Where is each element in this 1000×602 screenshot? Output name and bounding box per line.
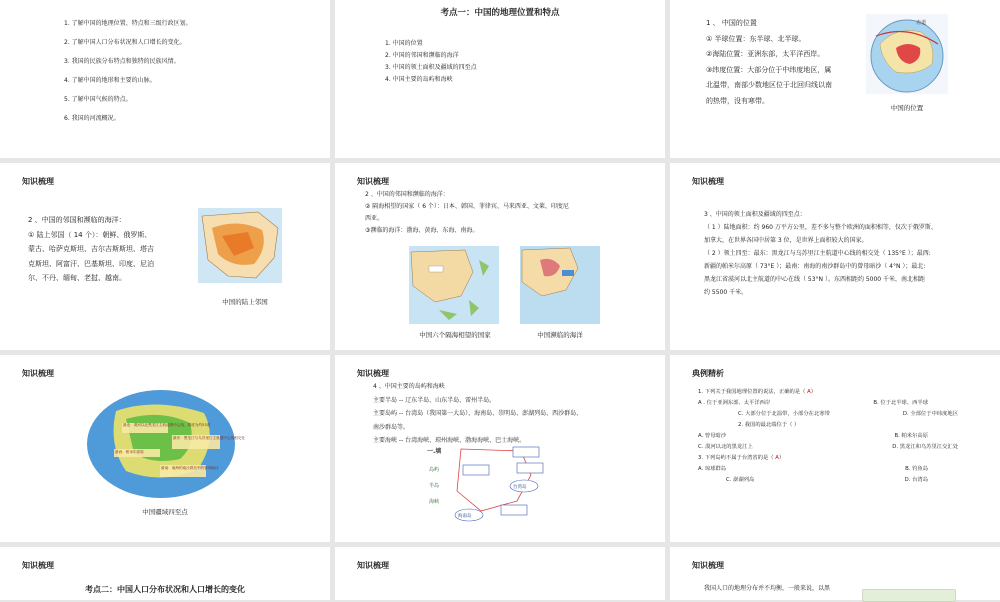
topic-item: 3. 中国的领土面积及疆域的四至点 bbox=[385, 64, 477, 71]
topic-item: 1. 中国的位置 bbox=[385, 40, 423, 47]
text-line: ③濒临的海洋：渤海、黄海、东海、南海。 bbox=[365, 227, 479, 234]
question-3: 3. 下列岛屿不属于台湾省的是（ A） bbox=[698, 455, 785, 461]
text-line: 主要半岛 -- 辽东半岛、山东半岛、雷州半岛。 bbox=[373, 396, 496, 404]
west-point-note: 最西：帕米尔高原 bbox=[115, 450, 144, 454]
slide-header: 知识梳理 bbox=[22, 177, 54, 186]
text-line: ② 隔海相望的国家（ 6 个）：日本、韩国、菲律宾、马来西亚、文莱、印度尼 bbox=[365, 203, 569, 210]
objective-item: 2. 了解中国人口分布状况和人口增长的变化。 bbox=[64, 39, 186, 46]
slide-6-territory-extent[interactable] bbox=[670, 163, 1000, 350]
answer-mark: A bbox=[807, 389, 811, 395]
question-1: 1. 下列关于我国地理位置的说法，正确的是（ A） bbox=[698, 389, 817, 395]
text-line: ① 半球位置：东半球、北半球。 bbox=[706, 34, 806, 43]
text-line: 蒙古、哈萨克斯坦、吉尔吉斯斯坦、塔吉 bbox=[28, 245, 154, 253]
objective-item: 3. 我国的民族分布特点和独特的民族风情。 bbox=[64, 58, 180, 65]
neighbors-text bbox=[28, 213, 154, 286]
islands-label: 岛屿 bbox=[429, 467, 440, 473]
text-line: 的热带，没有寒带。 bbox=[706, 96, 769, 105]
slide-title: 考点二：中国人口分布状况和人口增长的变化 bbox=[85, 585, 245, 594]
text-line: 西亚。 bbox=[365, 215, 384, 222]
slide-header: 知识梳理 bbox=[357, 369, 389, 378]
sea-neighbors-text bbox=[365, 189, 569, 237]
slide-8-islands-straits[interactable] bbox=[335, 355, 665, 542]
equator-label: 赤道 bbox=[916, 20, 927, 26]
slide-3-china-location[interactable] bbox=[670, 0, 1000, 158]
fill-in-label: 一.填 bbox=[427, 448, 442, 455]
text-line: （ 2 ）领土四至：最东：黑龙江与乌苏里江主航道中心线的相交处（ 135°E ）；最西: bbox=[704, 250, 931, 257]
text-line: 1 、 中国的位置 bbox=[706, 19, 757, 27]
north-point-note: 最北：漠河以北黑龙江主航道的中心线，纬度为约53度 bbox=[123, 423, 211, 427]
text-line: （ 1 ）陆地面积：约 960 万平方公里，差不多与整个欧洲的面积相等，仅次于俄罗斯、 bbox=[704, 224, 937, 231]
map-caption: 中国濒临的海洋 bbox=[537, 331, 583, 339]
slide-9-examples[interactable] bbox=[670, 355, 1000, 542]
globe-map-image bbox=[866, 14, 948, 94]
topic-item: 2. 中国的邻国和濒临的海洋 bbox=[385, 52, 459, 59]
text-line: 2 、中国的邻国和濒临的海洋： bbox=[365, 191, 449, 198]
slide-header: 知识梳理 bbox=[22, 369, 54, 378]
slide-header: 知识梳理 bbox=[692, 561, 724, 570]
answer-mark: A bbox=[775, 455, 779, 461]
text-line: 我国人口的地理分布并不均衡，一般来说，以黑 bbox=[704, 585, 831, 592]
option-d: D. 全部位于中纬度地区 bbox=[902, 411, 958, 417]
slide-7-extreme-points[interactable] bbox=[0, 355, 330, 542]
population-map-image bbox=[862, 589, 956, 602]
slide-header: 知识梳理 bbox=[357, 177, 389, 186]
slide-header: 知识梳理 bbox=[357, 561, 389, 570]
option-d: D. 黑龙江和乌苏里江交汇处 bbox=[892, 444, 958, 450]
text-line: 4 、中国主要的岛屿和海峡 bbox=[373, 383, 445, 390]
objective-item: 1. 了解中国的地理位置、特点和三级行政区划。 bbox=[64, 20, 192, 27]
topic-item: 4. 中国主要的岛屿和海峡 bbox=[385, 76, 453, 83]
islands-diagram-image bbox=[421, 445, 561, 531]
option-a: A. 曾母暗沙 bbox=[698, 433, 727, 439]
objective-item: 4. 了解中国的地形和主要的山脉。 bbox=[64, 77, 156, 84]
text-line: 北温带，南部少数地区位于北回归线以南 bbox=[706, 81, 832, 89]
text-line: 2 、中国的邻国和濒临的海洋： bbox=[28, 216, 126, 224]
text-line: 主要海峡 -- 台湾海峡、琼州海峡、渤海海峡、巴士海峡。 bbox=[373, 437, 526, 444]
text-line: ① 陆上邻国（ 14 个）：朝鲜、俄罗斯、 bbox=[28, 230, 152, 239]
option-b: B. 钓鱼岛 bbox=[905, 466, 928, 472]
examples-text bbox=[698, 387, 994, 486]
slide-12-population[interactable] bbox=[670, 547, 1000, 600]
map-caption: 中国的位置 bbox=[890, 104, 924, 112]
hainan-island-label: 海南岛 bbox=[458, 514, 472, 519]
south-point-note: 最南：南海的南沙群岛中的曾母暗沙 bbox=[161, 466, 219, 470]
option-c: C. 大部分位于北温带，小部分在北寒带 bbox=[738, 411, 830, 417]
islands-text bbox=[373, 380, 582, 448]
slide-header: 典例精析 bbox=[692, 369, 724, 378]
slide-4-land-neighbors[interactable] bbox=[0, 163, 330, 350]
extreme-points-map-image bbox=[86, 389, 245, 499]
text-line: 尔、不丹、缅甸、老挝、越南。 bbox=[28, 274, 126, 282]
option-c: C. 澎湖列岛 bbox=[726, 477, 755, 483]
text-line: 黑龙江省漠河以北主航道的中心在线（ 53°N ）。东西相距约 5000 千米，南北相距 bbox=[704, 276, 926, 283]
text-line: ③纬度位置：大部分位于中纬度地区，属 bbox=[706, 65, 832, 74]
text-line: 克斯坦、阿富汗、巴基斯坦、印度、尼泊 bbox=[28, 259, 154, 268]
map-caption: 中国疆域四至点 bbox=[142, 508, 188, 516]
topic-list bbox=[385, 38, 477, 86]
option-b: B. 位于北半球、西半球 bbox=[873, 400, 928, 406]
sea-neighbors-map-image bbox=[409, 246, 499, 324]
question-2: 2. 我国的最北端位于（ ） bbox=[738, 422, 800, 428]
text-line: ②海陆位置：亚洲东部，太平洋西岸。 bbox=[706, 50, 825, 58]
map-caption: 中国六个隔海相望的国家 bbox=[419, 331, 491, 339]
slide-5-sea-neighbors[interactable] bbox=[335, 163, 665, 350]
straits-label: 海峡 bbox=[429, 499, 440, 505]
slide-header: 知识梳理 bbox=[22, 561, 54, 570]
slide-2-topic-one[interactable] bbox=[335, 0, 665, 158]
option-a: A. 琼球群岛 bbox=[698, 466, 727, 472]
text-line: 3 、中国的领土面积及疆域的四至点： bbox=[704, 211, 806, 218]
option-c: C. 漠河以北的黑龙江上 bbox=[698, 444, 753, 450]
option-b: B. 帕米尔高原 bbox=[894, 433, 928, 439]
objectives-list bbox=[64, 14, 192, 128]
slide-header: 知识梳理 bbox=[692, 177, 724, 186]
taiwan-island-label: 台湾岛 bbox=[513, 485, 527, 490]
slide-10-topic-two[interactable] bbox=[0, 547, 330, 600]
slide-11-knowledge[interactable] bbox=[335, 547, 665, 600]
text-line: 加拿大，在世界各国中居第 3 位，是世界上面积较大的国家。 bbox=[704, 237, 868, 244]
territory-text bbox=[704, 208, 994, 299]
map-caption: 中国的陆上邻国 bbox=[222, 298, 268, 306]
slide-title: 考点一：中国的地理位置和特点 bbox=[440, 8, 560, 18]
east-point-note: 最东：黑龙江与乌苏里江主航道中心线相交处 bbox=[173, 436, 245, 440]
text-line: 主要岛屿 -- 台湾岛（我国第一大岛）、海南岛、崇明岛、澎湖列岛、西沙群岛、 bbox=[373, 410, 583, 417]
land-neighbors-map-image bbox=[198, 208, 282, 283]
text-line: 约 5500 千米。 bbox=[704, 289, 748, 296]
option-d: D. 台湾岛 bbox=[904, 477, 928, 483]
objective-item: 5. 了解中国气候的特点。 bbox=[64, 96, 132, 103]
text-line: 南沙群岛等。 bbox=[373, 423, 410, 431]
bordering-seas-map-image bbox=[520, 246, 600, 324]
option-a: A . 位于亚洲东部、太平洋西岸 bbox=[698, 400, 771, 406]
text-line: 新疆的帕米尔高原（ 73°E ）；最南：南海的南沙群岛中的曾母暗沙（ 4°N ）；最北: bbox=[704, 263, 926, 270]
location-text bbox=[706, 16, 832, 109]
peninsulas-label: 半岛 bbox=[429, 483, 440, 489]
slide-1-objectives[interactable] bbox=[0, 0, 330, 158]
objective-item: 6. 我国的河流概况。 bbox=[64, 115, 120, 122]
